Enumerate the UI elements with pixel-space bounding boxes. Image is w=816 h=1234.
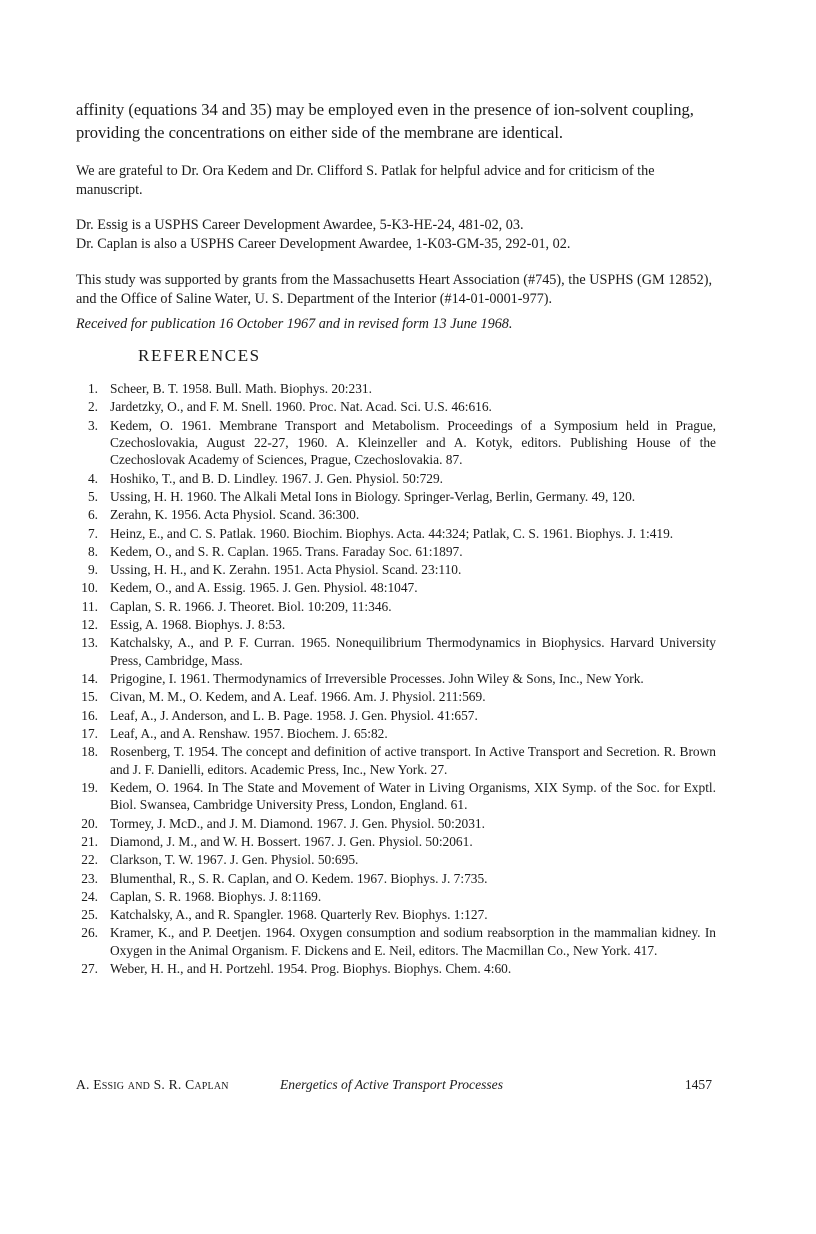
lead-paragraph: affinity (equations 34 and 35) may be employed even in the presence of ion-solvent coupling, providing the concentrations on either side of the membrane are identical. (76, 100, 694, 142)
references-list (76, 380, 716, 978)
reference-item (76, 924, 716, 959)
reference-text: Leaf, A., and A. Renshaw. 1957. Biochem. J. 65:82. (110, 725, 388, 741)
reference-item (76, 561, 716, 578)
reference-text: Blumenthal, R., S. R. Caplan, and O. Kedem. 1967. Biophys. J. 7:735. (110, 870, 488, 886)
reference-item (76, 634, 716, 669)
reference-number: 22. (81, 852, 98, 868)
reference-text: Katchalsky, A., and R. Spangler. 1968. Quarterly Rev. Biophys. 1:127. (110, 907, 488, 923)
reference-text: Heinz, E., and C. S. Patlak. 1960. Biochim. Biophys. Acta. 44:324; Patlak, C. S. 1961. Biophys. J. 1:419. (110, 525, 674, 541)
reference-number: 21. (81, 833, 98, 849)
footer-authors: A. Essig and S. R. Caplan (76, 1077, 229, 1092)
reference-item (76, 380, 716, 397)
reference-item (76, 543, 716, 560)
reference-text: Kedem, O., and S. R. Caplan. 1965. Trans. Faraday Soc. 61:1897. (110, 543, 463, 559)
reference-item (76, 815, 716, 832)
reference-text: Diamond, J. M., and W. H. Bossert. 1967. J. Gen. Physiol. 50:2061. (110, 833, 473, 849)
reference-number: 24. (81, 888, 98, 904)
reference-text: Jardetzky, O., and F. M. Snell. 1960. Proc. Nat. Acad. Sci. U.S. 46:616. (110, 399, 492, 415)
page-number: 1457 (684, 1077, 712, 1092)
reference-item (76, 616, 716, 633)
reference-number: 16. (81, 707, 98, 723)
reference-number: 3. (87, 417, 98, 433)
reference-item (76, 470, 716, 487)
reference-number: 25. (81, 907, 98, 923)
reference-item (76, 525, 716, 542)
reference-text: Katchalsky, A., and P. F. Curran. 1965. Nonequilibrium Thermodynamics in Biophysics. Harvard University Press, Cambridge, Mass. (110, 635, 716, 668)
reference-number: 11. (81, 598, 98, 614)
reference-number: 1. (87, 381, 98, 396)
award-essig: Dr. Essig is a USPHS Career Development Awardee, 5-K3-HE-24, 481-02, 03. (76, 217, 524, 233)
reference-item (76, 417, 716, 469)
reference-number: 27. (81, 961, 98, 977)
reference-number: 15. (81, 689, 98, 705)
reference-item (76, 688, 716, 705)
reference-text: Weber, H. H., and H. Portzehl. 1954. Prog. Biophys. Biophys. Chem. 4:60. (110, 961, 512, 977)
reference-item (76, 870, 716, 887)
reference-item (76, 506, 716, 523)
reference-item (76, 888, 716, 905)
reference-item (76, 960, 716, 977)
reference-text: Leaf, A., J. Anderson, and L. B. Page. 1958. J. Gen. Physiol. 41:657. (110, 707, 478, 723)
reference-number: 26. (81, 925, 98, 941)
reference-text: Rosenberg, T. 1954. The concept and definition of active transport. In Active Transport and Secretion. R. Brown and J. F. Danielli, editors. Academic Press, Inc., New York. 27. (110, 744, 716, 777)
reference-text: Kedem, O., and A. Essig. 1965. J. Gen. Physiol. 48:1047. (110, 580, 418, 596)
reference-number: 4. (87, 470, 98, 486)
reference-number: 17. (81, 725, 98, 741)
reference-number: 23. (81, 870, 98, 886)
reference-text: Clarkson, T. W. 1967. J. Gen. Physiol. 50:695. (110, 852, 359, 868)
reference-text: Hoshiko, T., and B. D. Lindley. 1967. J. Gen. Physiol. 50:729. (110, 470, 444, 486)
reference-number: 20. (81, 815, 98, 831)
reference-text: Zerahn, K. 1956. Acta Physiol. Scand. 36:300. (110, 507, 360, 523)
reference-number: 7. (87, 525, 98, 541)
reference-text: Ussing, H. H., and K. Zerahn. 1951. Acta Physiol. Scand. 23:110. (110, 562, 462, 578)
reference-item (76, 833, 716, 850)
grant-support-paragraph: This study was supported by grants from the Massachusetts Heart Association (#745), the USPHS (GM 12852), and the Office of Saline Water, U. S. Department of the Interior (#14-01-0001-977). (76, 272, 712, 307)
reference-number: 2. (87, 399, 98, 415)
received-date-line: Received for publication 16 October 1967 and in revised form 13 June 1968. (76, 316, 513, 332)
reference-number: 5. (87, 489, 98, 504)
reference-text: Kedem, O. 1964. In The State and Movement of Water in Living Organisms, XIX Symp. of the Soc. for Exptl. Biol. Swansea, Cambridge University Press, London, England. 61. (110, 779, 716, 813)
reference-item (76, 851, 716, 868)
reference-number: 8. (87, 543, 98, 559)
footer-article-title: Energetics of Active Transport Processes (280, 1077, 504, 1092)
reference-number: 6. (87, 507, 98, 523)
reference-item (76, 725, 716, 742)
award-caplan: Dr. Caplan is also a USPHS Career Development Awardee, 1-K03-GM-35, 292-01, 02. (76, 236, 571, 252)
reference-number: 12. (81, 617, 98, 633)
reference-item (76, 670, 716, 687)
reference-text: Civan, M. M., O. Kedem, and A. Leaf. 1966. Am. J. Physiol. 211:569. (110, 689, 486, 705)
reference-text: Scheer, B. T. 1958. Bull. Math. Biophys. 20:231. (110, 381, 372, 396)
reference-number: 13. (81, 635, 98, 651)
reference-text: Kramer, K., and P. Deetjen. 1964. Oxygen consumption and sodium reabsorption in the mammalian kidney. In Oxygen in the Animal Organism. F. Dickens and E. Neil, editors. The Macmillan Co., New York. 417. (110, 925, 716, 958)
reference-item (76, 488, 716, 505)
reference-text: Prigogine, I. 1961. Thermodynamics of Irreversible Processes. John Wiley & Sons, Inc., New York. (110, 671, 644, 687)
awards-block (76, 216, 712, 254)
reference-number: 14. (81, 671, 98, 687)
reference-text: Tormey, J. McD., and J. M. Diamond. 1967. J. Gen. Physiol. 50:2031. (110, 815, 485, 831)
reference-number: 9. (87, 562, 98, 578)
reference-item (76, 743, 716, 778)
acknowledgment-paragraph: We are grateful to Dr. Ora Kedem and Dr. Clifford S. Patlak for helpful advice and for criticism of the manuscript. (76, 163, 655, 198)
reference-item (76, 598, 716, 615)
reference-item (76, 707, 716, 724)
reference-number: 19. (81, 779, 98, 795)
reference-text: Caplan, S. R. 1968. Biophys. J. 8:1169. (110, 888, 322, 904)
reference-item (76, 779, 716, 814)
references-heading: REFERENCES (138, 346, 261, 365)
reference-text: Ussing, H. H. 1960. The Alkali Metal Ions in Biology. Springer-Verlag, Berlin, Germany. 49, 120. (110, 489, 636, 504)
reference-item (76, 579, 716, 596)
reference-item (76, 398, 716, 415)
reference-text: Caplan, S. R. 1966. J. Theoret. Biol. 10:209, 11:346. (110, 598, 392, 614)
reference-text: Kedem, O. 1961. Membrane Transport and Metabolism. Proceedings of a Symposium held in Prague, Czechoslovakia, August 22-27, 1960. A. Kleinzeller and A. Kotyk, editors. Publishing House of the Czechoslovak Academy of Sciences, Prague, Czechoslovakia. 87. (110, 417, 716, 468)
reference-text: Essig, A. 1968. Biophys. J. 8:53. (110, 617, 286, 633)
reference-number: 10. (81, 580, 98, 596)
reference-number: 18. (81, 744, 98, 760)
reference-item (76, 906, 716, 923)
